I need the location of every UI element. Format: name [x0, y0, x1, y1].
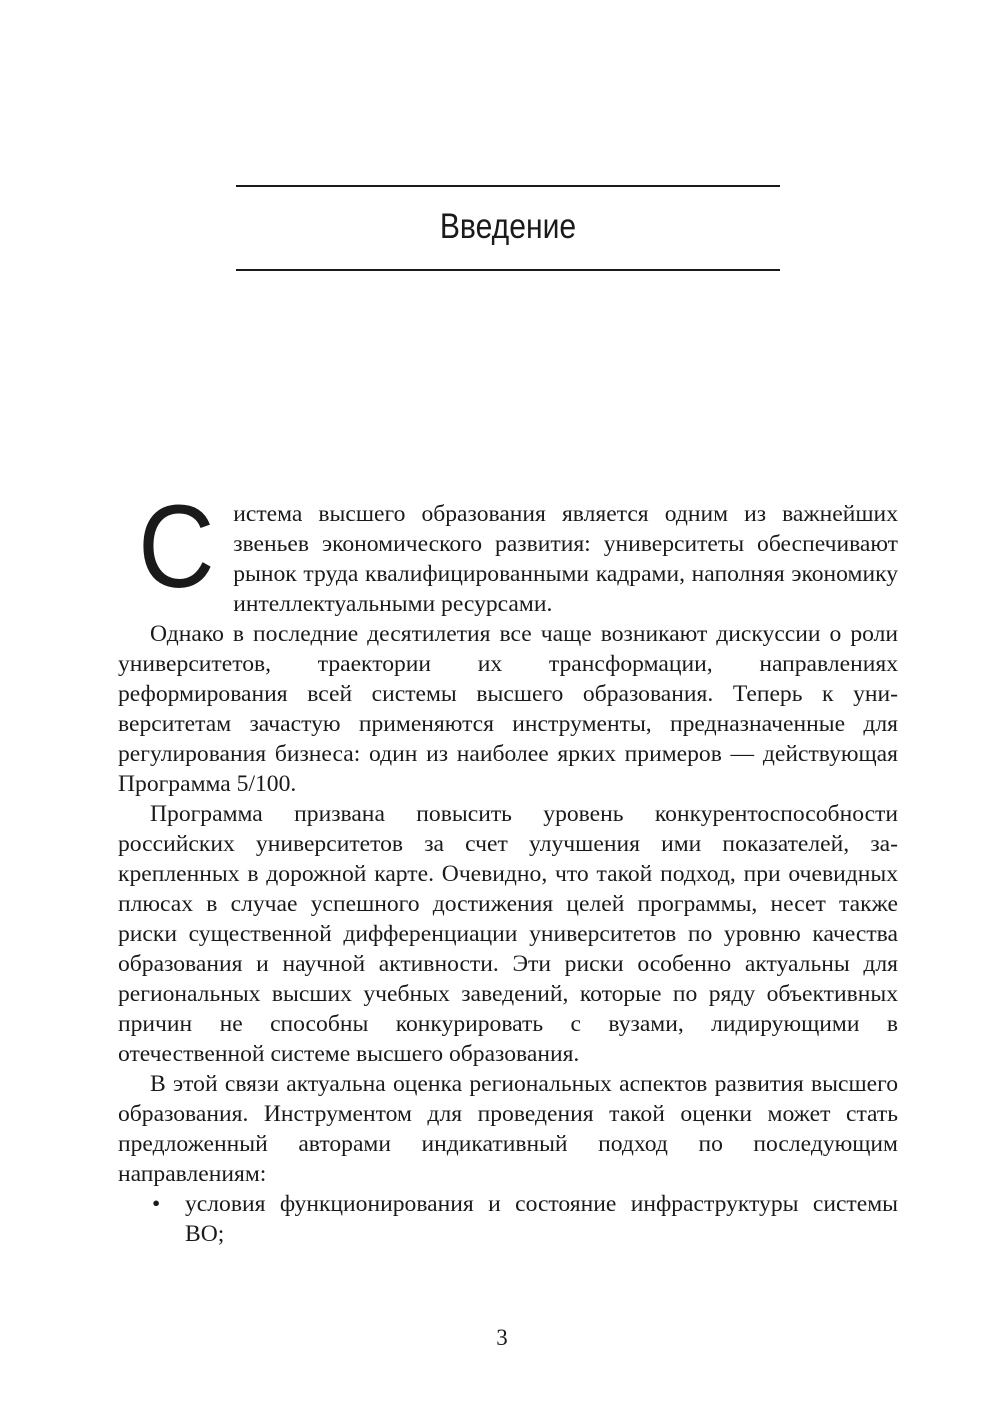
body-text	[118, 481, 898, 1249]
bullet-list	[118, 1189, 898, 1249]
heading-top-rule	[236, 185, 780, 187]
paragraph: В этой связи актуальна оценка региональных аспектов развития высшего образования. Инструментом для проведения такой оценки может стать предложенный авторами индикативный подход по последующим направлениям:	[118, 1071, 898, 1187]
heading-bottom-rule	[236, 269, 780, 271]
page-number: 3	[496, 1325, 508, 1350]
paragraph: Однако в последние десятилетия все чаще возникают дискуссии о роли университетов, траектории их трансформации, направлениях реформирования всей системы высшего образования. Теперь к университетам зачастую применяются инструменты, предназначенные для регулирования бизнеса: один из наиболее ярких примеров — действующая Программа 5/100.	[118, 621, 898, 797]
bullet-marker: •	[152, 1191, 161, 1217]
paragraph: Программа призвана повысить уровень конкурентоспособности российских университетов за счет улучшения ими показателей, закрепленных в дорожной карте. Очевидно, что такой подход, при очевидных плюсах в случае успешного достижения целей программы, несет также риски существенной дифференциации университетов по уровню качества образования и научной активности. Эти риски особенно актуальны для региональных высших учебных заведений, которые по ряду объективных причин не способны конкурировать с вузами, лидирующими в отечественной системе высшего образования.	[118, 801, 898, 1067]
dropcap-letter: С	[138, 481, 215, 613]
paragraph-intro-text: истема высшего образования является одним из важнейших звеньев экономического развития: университеты обеспечивают рынок труда квалифицированными кадрами, наполняя экономику интеллектуальными ресурсами.	[233, 501, 898, 617]
chapter-title: Введение	[439, 207, 577, 246]
list-item	[118, 1189, 898, 1249]
paragraph-intro	[118, 481, 898, 619]
list-item-text: условия функционирования и состояние инфраструктуры системы ВО;	[185, 1191, 898, 1247]
